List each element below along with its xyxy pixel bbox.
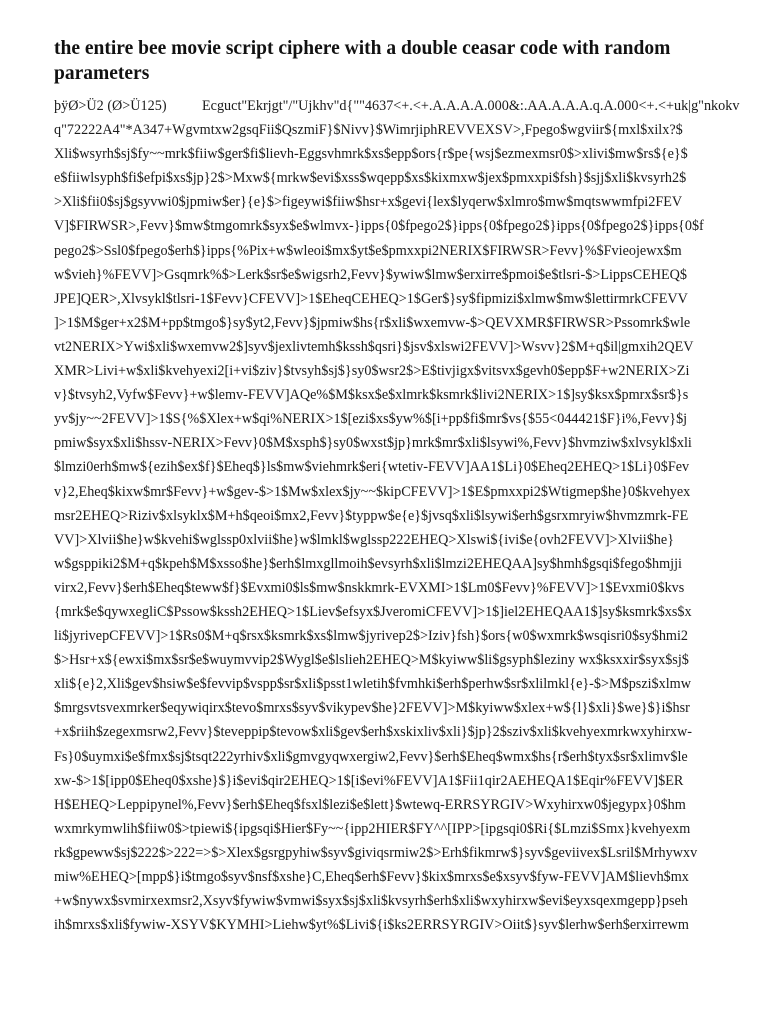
text-line: li$jyrivepCFEVV]>1$Rs0$M+q$rsx$ksmrk$xs$lmw$jyrivep2$>Iziv}fsh}$ors{w0$wxmrk$wsqisri0$sy$hmi2 [54,628,688,645]
text-line: ]>1$M$ger+x2$M+pp$tmgo$}sy$yt2,Fevv}$jpmiw$hs{r$xli$wxemvw-$>QEVXMR$FIRWSR>Pssomrk$wle [54,314,691,331]
text-line: pego2$>Ssl0$fpego$erh$}ipps{%Pix+w$wleoi$mx$yt$e$pmxxpi2NERIX$FIRWSR>Fevv}%$Fvieojewx$m [54,242,682,259]
page-marker: þÿØ>Ü2 (Ø>Ü125) [54,98,167,114]
text-line: wxmrkymwlih$fiiw0$>tpiewi${ipgsqi$Hier$Fy~~{ipp2HIER$FY^^[IPP>[ipgsqi0$Ri{$Lmzi$Smx}kvehyexm [54,820,691,837]
text-line: $>Hsr+x${ewxi$mx$sr$e$wuymvvip2$Wygl$e$lslieh2EHEQ>M$kyiww$li$gsyph$leziny wx$ksxxir$syx$sj$ [54,652,689,669]
text-run: Ecguct"Ekrjgt"/"Ujkhv"d{""4637<+.<+.A.A.A.A.000&:.AA.A.A.A.q.A.000<+.<+uk|g"nkokv [202,98,740,114]
text-line: +x$riih$zegexmsrw2,Fevv}$teveppip$tevow$xli$gev$erh$xskixliv$xli}$jp}2$sziv$xli$kvehyexmrkwxyhirxw- [54,724,693,741]
text-line: H$EHEQ>Leppipynel%,Fevv}$erh$Eheq$fsxl$lezi$e$lett}$wtewq-ERRSYRGIV>Wxyhirxw0$jegypx}0$hm [54,796,686,813]
text-line: V]$FIRWSR>,Fevv}$mw$tmgomrk$syx$e$wlmvx-}ipps{0$fpego2$}ipps{0$fpego2$}ipps{0$fpego2$}ipps{0$f [54,218,704,235]
text-line: pmiw$syx$xli$hssv-NERIX>Fevv}0$M$xsph$}sy0$wxst$jp}mrk$mr$xli$lsywi%,Fevv}$hvmziw$xlvsykl$xli [54,435,692,452]
text-line: virx2,Fevv}$erh$Eheq$teww$f}$Evxmi0$ls$mw$nskkmrk-EVXMI>1$Lm0$Fevv}%FEVV]>1$Evxmi0$kvs [54,579,685,596]
text-line: $mrgsvtsvexmrker$eqywiqirx$tevo$mrxs$syv$vikypev$he}2FEVV]>M$kyiww$xlex+w${l}$xli}$we}$}i$hsr [54,700,690,717]
text-line: Xli$wsyrh$sj$fy~~mrk$fiiw$ger$fi$lievh-Eggsvhmrk$xs$epp$ors{r$pe{wsj$ezmexmsr0$>xlivi$mw$rs${e}$ [54,146,688,163]
text-line: yv$jy~~2FEVV]>1$S{%$Xlex+w$qi%NERIX>1$[ezi$xs$yw%$[i+pp$fi$mr$vs{$55<044421$F}i%,Fevv}$j [54,411,688,428]
text-line: rk$gpeww$sj$222$>222=>$>Xlex$gsrgpyhiw$syv$giviqsrmiw2$>Erh$fikmrw$}syv$geviivex$Lsril$Mrhywxv [54,844,698,861]
text-line: VV]>Xlvii$he}w$kvehi$wglssp0xlvii$he}w$lmkl$wglssp222EHEQ>Xlswi${ivi$e{ovh2FEVV]>Xlvii$he} [54,531,675,548]
text-line: vt2NERIX>Ywi$xli$wxemvw2$]syv$jexlivtemh$kssh$qsri}$jsv$xlswi2FEVV]>Wsvv}2$M+q$il|gmxih2QEV [54,338,694,355]
text-line: xw-$>1$[ipp0$Eheq0$xshe}$}i$evi$qir2EHEQ>1$[i$evi%FEVV]A1$Fii1qir2AEHEQA1$Eqir%FEVV]$ER [54,772,684,789]
text-line: Fs}0$uymxi$e$fmx$sj$tsqt222yrhiv$xli$gmvgyqwxergiw2,Fevv}$erh$Eheq$wmx$hs{r$erh$tyx$sr$xlimv$le [54,748,688,765]
text-line: e$fiiwlsyph$fi$efpi$xs$jp}2$>Mxw${mrkw$evi$xss$wqepp$xs$kixmxw$jex$pmxxpi$fsh}$sjj$xli$kvsyrh2$ [54,170,687,187]
text-line: {mrk$e$qywxegliC$Pssow$kssh2EHEQ>1$Liev$efsyx$JveromiCFEVV]>1$]iel2EHEQAA1$]sy$ksmrk$xs$x [54,603,692,620]
text-line: q"72222A4"*A347+Wgvmtxw2gsqFii$QszmiF}$Nivv}$WimrjiphREVVEXSV>,Fpego$wgviir${mxl$xilx?$ [54,122,683,139]
text-line: XMR>Livi+w$xli$kvehyexi2[i+vi$ziv}$tvsyh$sj$}sy0$wsr2$>E$tivjigx$vitsvx$gevh0$epp$F+w2NERIX>Zi [54,363,690,380]
text-line: JPE]QER>,Xlvsykl$tlsri-1$Fevv}CFEVV]>1$EheqCEHEQ>1$Ger$}sy$fipmizi$xlmw$mw$lettirmrkCFEVV [54,290,688,307]
text-line: +w$nywx$svmirxexmsr2,Xsyv$fywiw$vmwi$syx$sj$xli$kvsyrh$erh$xli$wxyhirxw$evi$eyxsqexmgepp}pseh [54,893,688,910]
text-line [54,94,768,118]
text-line: v}2,Eheq$kixw$mr$Fevv}+w$gev-$>1$Mw$xlex$jy~~$kipCFEVV]>1$E$pmxxpi2$Wtigmep$he}0$kvehyex [54,483,691,500]
text-line: w$vieh}%FEVV]>Gsqmrk%$>Lerk$sr$e$wigsrh2,Fevv}$ywiw$lmw$erxirre$pmoi$e$tlsri-$>LippsCEHEQ$ [54,266,688,283]
text-line: w$gsppiki2$M+q$kpeh$M$xsso$he}$erh$lmxgllmoih$evsyrh$xli$lmzi2EHEQAA]sy$hmh$gsqi$fego$hmjji [54,555,682,572]
text-line: $lmzi0erh$mw${ezih$ex$f}$Eheq$}ls$mw$viehmrk$eri{wtetiv-FEVV]AA1$Li}0$Eheq2EHEQ>1$Li}0$Fev [54,459,690,476]
document-title: the entire bee movie script ciphere with a double ceasar code with random parameters [54,38,671,84]
text-line: ih$mrxs$xli$fywiw-XSYV$KYMHI>Liehw$yt%$Livi${i$ks2ERRSYRGIV>Oiit$}syv$lerhw$erh$erxirrewm [54,917,689,934]
document-body [54,94,768,937]
text-line: miw%EHEQ>[mpp$}i$tmgo$syv$nsf$xshe}C,Eheq$erh$Fevv}$kix$mrxs$e$xsyv$fyw-FEVV]AM$lievh$mx [54,869,689,885]
text-line: msr2EHEQ>Riziv$xlsyklx$M+h$qeoi$mx2,Fevv}$typpw$e{e}$jvsq$xli$lsywi$erh$gsrxmryiw$hvmzmrk-FE [54,507,689,524]
text-line: >Xli$fii0$sj$gsyvwi0$jpmiw$er}{e}$>figeywi$fiiw$hsr+x$gevi{lex$lyqerw$xlmro$mw$mqtswwmfpi2FEV [54,194,683,211]
text-line: xli${e}2,Xli$gev$hsiw$e$fevvip$vspp$sr$xli$psst1wletih$fvmhki$erh$perhw$sr$xlilmkl{e}-$>M$pszi$xlmw [54,676,691,693]
text-line-list [54,118,768,937]
text-line: v}$tvsyh2,Vyfw$Fevv}+w$lemv-FEVV]AQe%$M$ksx$e$xlmrk$ksmrk$livi2NERIX>1$]sy$ksx$pmrx$sr$}s [54,387,689,404]
